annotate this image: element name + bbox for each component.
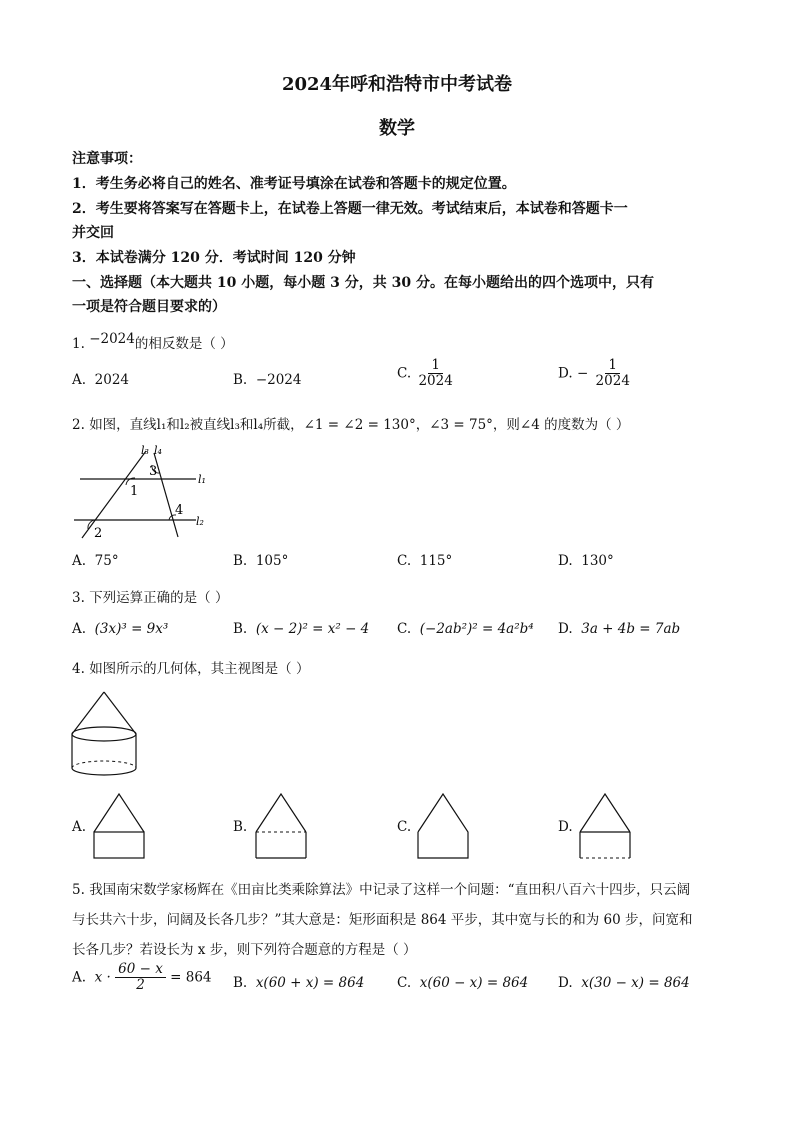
option-b	[233, 975, 364, 991]
notice-heading: 注意事项：	[72, 151, 142, 167]
option-label: D.	[558, 621, 573, 637]
cone-cylinder-solid-figure	[66, 688, 142, 780]
option-formula: 3a + 4b = 7ab	[581, 621, 681, 637]
subject-title: 数学	[379, 118, 415, 139]
minus-sign: −	[576, 365, 589, 382]
fraction-denominator: 2	[136, 976, 145, 993]
option-label: C.	[397, 621, 412, 637]
option-a	[72, 621, 168, 637]
option-a	[72, 553, 119, 569]
option-label: C.	[397, 553, 412, 569]
fraction	[415, 358, 455, 389]
option-formula: x(30 − x) = 864	[581, 975, 690, 991]
notice-item-3: 3．本试卷满分 120 分．考试时间 120 分钟	[72, 250, 356, 266]
fraction-denominator: 2024	[595, 372, 630, 389]
option-label: B.	[233, 621, 248, 637]
question-5-line3: 长各几步？若设长为 x 步，则下列符合题意的方程是（ ）	[72, 942, 417, 958]
section-heading-line1: 一、选择题（本大题共 10 小题，每小题 3 分，共 30 分。在每小题给出的四个选项中，只有	[72, 275, 654, 291]
option-d	[558, 621, 680, 637]
option-label: B.	[233, 553, 248, 569]
option-label: A.	[72, 372, 87, 388]
question-number: 3.	[72, 590, 85, 606]
label-l2: l₂	[196, 515, 204, 528]
question-stem: 我国南宋数学家杨辉在《田亩比类乘除算法》中记录了这样一个问题：“直田积八百六十四步，只云阔	[89, 882, 691, 898]
notice-item-1: 1．考生务必将自己的姓名、准考证号填涂在试卷和答题卡的规定位置。	[72, 176, 516, 192]
option-text: 75°	[94, 553, 119, 569]
fraction-numerator: 1	[605, 358, 620, 374]
option-label: C.	[397, 975, 412, 991]
option-d	[558, 975, 690, 991]
label-l1: l₁	[198, 473, 206, 486]
question-5-line1	[72, 878, 690, 898]
fraction	[593, 358, 633, 389]
question-stem: 的相反数是（ ）	[134, 336, 234, 352]
option-a-view	[90, 790, 150, 862]
option-label: A.	[72, 553, 87, 569]
question-1	[72, 332, 234, 352]
option-label: C.	[397, 365, 412, 382]
fraction-denominator: 2024	[418, 372, 453, 389]
question-number: 4.	[72, 661, 85, 677]
option-c-label: C.	[397, 819, 412, 835]
option-b-label: B.	[233, 819, 248, 835]
option-formula: (x − 2)² = x² − 4	[255, 621, 370, 637]
label-angle-3: 3	[149, 464, 158, 479]
fraction	[115, 962, 166, 993]
option-a	[72, 372, 129, 388]
option-label: D.	[558, 553, 573, 569]
question-number: 1.	[72, 336, 85, 352]
question-5-line2: 与长共六十步，问阔及长各几步？”其大意是：矩形面积是 864 平步，其中宽与长的和为 60 步，问宽和	[72, 912, 693, 928]
option-text: 105°	[255, 553, 289, 569]
option-c	[397, 553, 452, 569]
option-formula: x(60 + x) = 864	[255, 975, 365, 991]
fraction-numerator: 60 − x	[115, 962, 166, 978]
section-heading-line2: 一项是符合题目要求的）	[72, 299, 226, 315]
option-b-view	[252, 790, 312, 862]
option-b	[233, 621, 369, 637]
notice-item-2: 2．考生要将答案写在答题卡上，在试卷上答题一律无效。考试结束后，本试卷和答题卡一	[72, 201, 628, 217]
option-text: −2024	[255, 372, 302, 388]
fraction-numerator: 1	[428, 358, 443, 374]
option-label: D.	[558, 365, 573, 382]
notice-item-2-cont: 并交回	[72, 225, 114, 241]
line-l4	[154, 453, 178, 537]
option-label: B.	[233, 975, 248, 991]
question-stem: 如图，直线l₁和l₂被直线l₃和l₄所截，∠1 = ∠2 = 130°，∠3 = 75°，则∠4 的度数为（ ）	[89, 417, 630, 433]
label-l3: l₃	[141, 445, 149, 457]
label-l4: l₄	[154, 445, 162, 457]
option-label: B.	[233, 372, 248, 388]
exam-title: 2024年呼和浩特市中考试卷	[281, 74, 513, 95]
option-formula-prefix: x ·	[94, 969, 111, 986]
option-d	[558, 358, 633, 389]
option-c	[397, 621, 534, 637]
option-a-label: A.	[72, 819, 87, 835]
math-expression: −2024	[89, 331, 135, 347]
option-c	[397, 358, 456, 389]
option-c	[397, 975, 528, 991]
option-text: 115°	[419, 553, 453, 569]
option-a	[72, 962, 212, 993]
question-3	[72, 586, 228, 606]
option-d	[558, 553, 614, 569]
option-b	[233, 372, 301, 388]
option-formula: x(60 − x) = 864	[419, 975, 529, 991]
option-label: D.	[558, 975, 573, 991]
label-angle-4: 4	[175, 503, 184, 518]
question-stem: 下列运算正确的是（ ）	[89, 590, 229, 606]
option-label: A.	[72, 621, 87, 637]
option-b	[233, 553, 288, 569]
option-formula: (−2ab²)² = 4a²b⁴	[419, 621, 534, 637]
option-d-label: D.	[558, 819, 573, 835]
option-label: A.	[72, 969, 87, 986]
option-c-view	[414, 790, 474, 862]
question-number: 2.	[72, 417, 85, 433]
question-4	[72, 657, 309, 677]
parallel-lines-figure	[70, 445, 220, 545]
question-number: 5.	[72, 882, 85, 898]
option-text: 2024	[94, 372, 129, 388]
option-d-view	[576, 790, 636, 862]
option-text: 130°	[581, 553, 614, 569]
question-stem: 如图所示的几何体，其主视图是（ ）	[89, 661, 310, 677]
label-angle-2: 2	[94, 526, 103, 541]
option-formula: (3x)³ = 9x³	[94, 621, 169, 637]
label-angle-1: 1	[130, 484, 139, 499]
option-formula-suffix: = 864	[170, 969, 212, 986]
question-2	[72, 413, 629, 433]
